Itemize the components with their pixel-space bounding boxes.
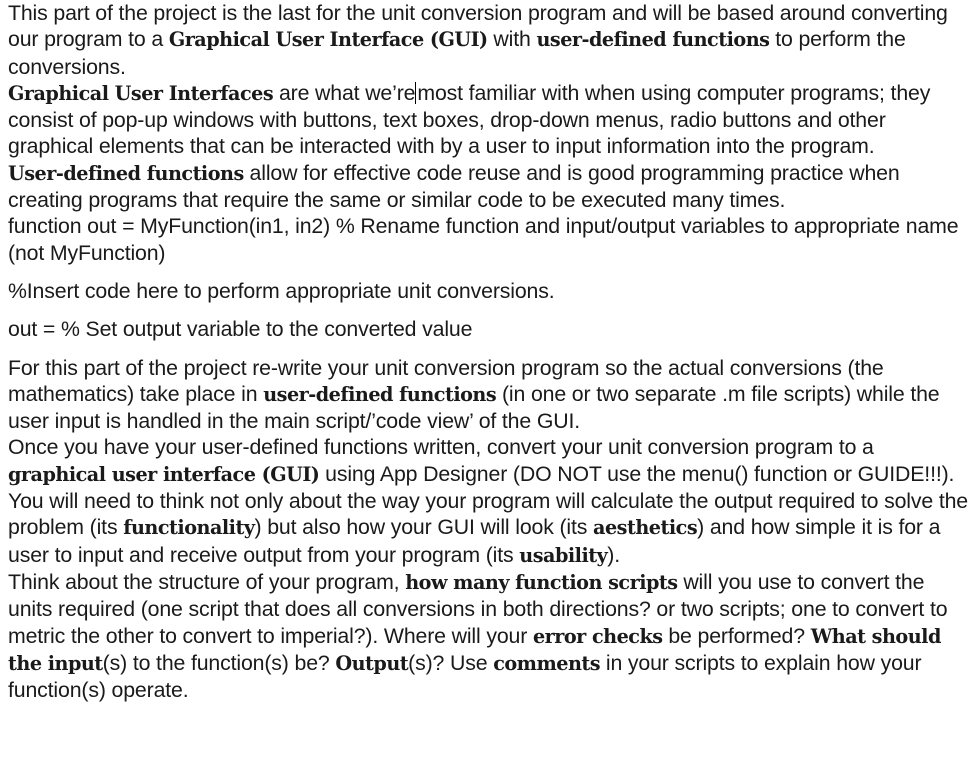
structure-text: in your scripts to explain how your function(s) operate. [8,650,922,703]
gui-text: are what we’re [273,80,416,105]
convert-text: Once you have your user-defined functions written, convert your unit conversion program to a [8,435,874,460]
structure-bold-scripts: how many function scripts [405,570,678,594]
structure-paragraph [8,569,970,703]
structure-bold-error-checks: error checks [532,624,663,648]
think-bold-functionality: functionality [123,516,255,540]
udf-paragraph [8,160,970,214]
structure-text: will you use to convert the units required (one script that does all conversions in both directions? or two scripts; one to convert to metric the other to convert to imperial?). Where will your [8,569,948,648]
convert-bold-gui: graphical user interface (GUI) [8,462,320,486]
gui-text: most familiar with when using computer programs; they consist of pop-up windows with buttons, text boxes, drop-down menus, radio buttons and other graphical elements that can be interacted with by a user to input information into the program. [8,80,931,159]
structure-bold-input: What should the input [8,624,941,675]
intro-bold-udf: user-defined functions [536,28,770,52]
convert-text: using App Designer (DO NOT use the menu() function or GUIDE!!!). [319,461,955,486]
structure-bold-output: Output [335,651,409,675]
rewrite-bold-udf: user-defined functions [263,382,497,406]
intro-bold-gui: Graphical User Interface (GUI) [168,28,488,52]
structure-text: be performed? [662,623,811,648]
think-text: ). [607,542,620,567]
intro-text: This part of the project is the last for the unit conversion program and will be based around converting our program to a [8,1,948,52]
intro-paragraph [8,0,970,80]
udf-text: allow for effective code reuse and is good programming practice when creating programs that require the same or similar code to be executed many times. [8,160,900,213]
udf-bold-term: User-defined functions [8,161,244,185]
think-bold-usability: usability [519,543,608,567]
rewrite-text: For this part of the project re-write your unit conversion program so the actual conversions (the mathematics) take place in [8,355,884,406]
think-text: ) and how simple it is for a user to input and receive output from your program (its [8,515,941,567]
rewrite-text: (in one or two separate .m file scripts) while the user input is handled in the main script/’code view’ of the GUI. [8,381,940,434]
convert-paragraph [8,434,970,488]
structure-text: (s) to the function(s) be? [102,650,336,675]
think-paragraph [8,488,970,569]
code-line-function: function out = MyFunction(in1, in2) % Rename function and input/output variables to appropriate name (not MyFunction) [8,214,959,265]
intro-text: with [487,27,537,52]
code-line-insert: %Insert code here to perform appropriate unit conversions. [8,278,555,303]
document-body [8,0,970,703]
structure-text: Think about the structure of your program, [8,569,406,594]
think-text: ) but also how your GUI will look (its [254,515,594,540]
gui-bold-term: Graphical User Interfaces [8,81,274,105]
structure-bold-comments: comments [493,651,601,675]
rewrite-paragraph [8,355,970,435]
structure-text: (s)? Use [408,650,494,675]
gui-paragraph [8,80,970,160]
intro-text: to perform the conversions. [8,27,906,79]
code-line-out: out = % Set output variable to the converted value [8,317,473,342]
think-bold-aesthetics: aesthetics [593,516,698,540]
think-text: You will need to think not only about the way your program will calculate the output required to solve the problem (its [8,489,969,540]
